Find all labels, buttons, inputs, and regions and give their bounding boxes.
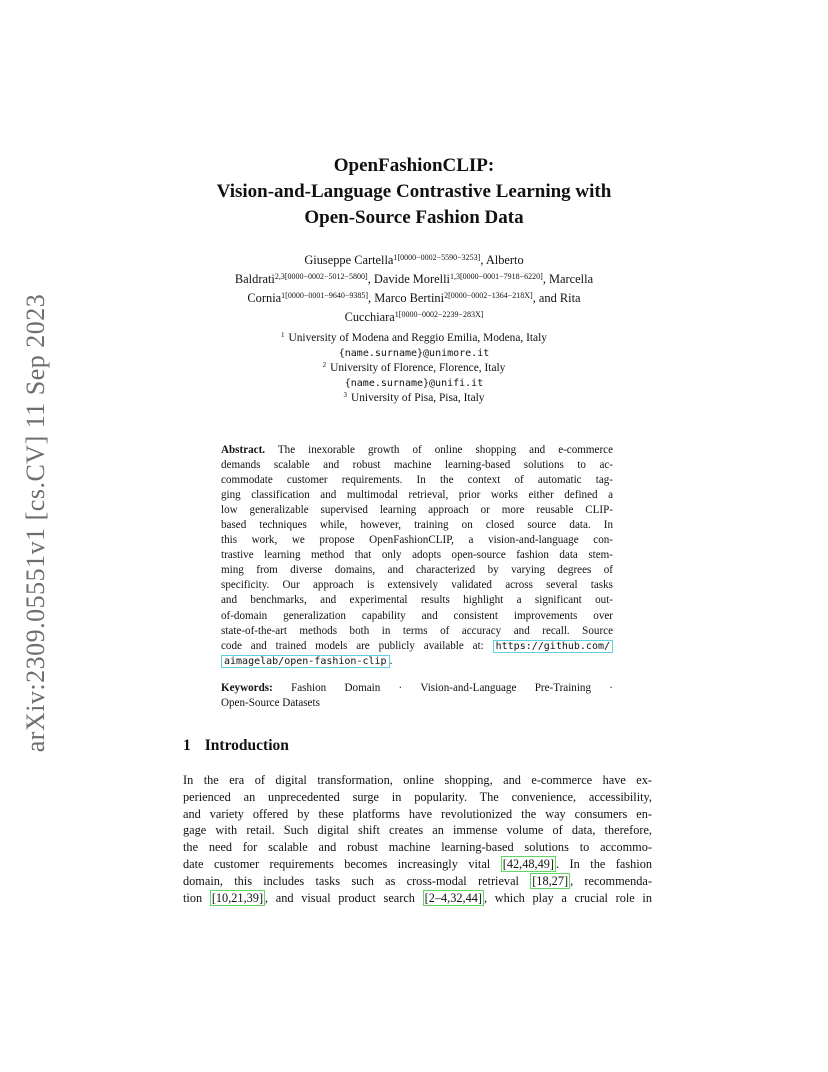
intro-line: the need for scalable and robust machine learning-based solutions to accommo- [183,840,652,855]
intro-text: , and visual product search [265,890,423,905]
affiliation-mark: 1 [281,331,285,339]
intro-line: In the era of digital transformation, online shopping, and e-commerce have ex- [183,773,652,787]
intro-text: , recommenda- [570,873,652,888]
abstract-text: code and trained models are publicly available at: [221,639,484,652]
intro-line [183,856,652,873]
keywords-text: Fashion Domain · Vision-and-Language Pre-Training · [291,682,613,694]
keywords-line: Open-Source Datasets [221,697,320,710]
abstract [221,443,613,669]
author-orcid: 1,3[0000−0001−7918−6220] [449,272,543,281]
author-orcid: 1[0000−0002−5590−3253] [393,253,481,262]
affiliation-3 [200,391,628,406]
affiliation-1 [200,331,628,346]
arxiv-identifier [18,285,54,760]
title-line-3: Open-Source Fashion Data [304,207,524,228]
affiliation-mark: 3 [343,391,347,399]
keywords-line [221,681,613,696]
abstract-line: trastive learning method that only adopts open-source fashion data stem- [221,549,613,562]
abstract-label: Abstract. [221,444,266,456]
author-orcid: 2,3[0000−0002−5012−5800] [274,272,368,281]
author-line-2 [168,270,660,289]
author-orcid: 1[0000−0002−2239−283X] [394,310,484,319]
abstract-line: commodate customer requirements. In the context of automatic tag- [221,474,613,487]
keywords-label: Keywords: [221,682,273,694]
author-line-3 [168,289,660,308]
title-line-2: Vision-and-Language Contrastive Learning with [216,181,612,202]
abstract-line: and benchmarks, and experimental results highlight a significant out- [221,594,613,607]
title-line-1: OpenFashionCLIP: [333,155,495,176]
intro-line: and variety offered by these platforms have revolutionized the way consumers en- [183,806,652,821]
intro-line [183,890,652,907]
author-name: Giuseppe Cartella [304,253,394,267]
affiliation-mark: 2 [322,361,327,369]
abstract-line: ming from diverse domains, and characterized by varying degrees of [221,564,613,577]
abstract-text: . [389,654,393,667]
abstract-line [221,443,613,458]
abstract-line: state-of-the-art methods both in terms of accuracy and recall. Source [221,624,613,637]
author-orcid: 2[0000−0002−1364−218X] [444,291,533,300]
code-link-part-1[interactable]: https://github.com/ [493,640,613,653]
section-number: 1 [183,737,191,754]
author-name: Cucchiara [344,310,395,324]
intro-text: . In the fashion [555,856,653,871]
intro-text: domain, this includes tasks such as cross-modal retrieval [183,873,531,888]
abstract-line: ging classification and multimodal retrieval, prior works either defined a [221,489,613,502]
abstract-line: of-domain generalization capability and consistent improvements over [221,609,613,622]
intro-line [183,873,652,890]
author-line-1 [168,251,660,270]
abstract-line: low generalizable supervised learning approach or more reusable CLIP- [221,504,613,517]
author-name: , Marco Bertini [368,291,445,305]
intro-line: perienced an unprecedented surge in popularity. The convenience, accessibility, [183,789,652,804]
affiliations [200,331,628,406]
abstract-line: based techniques while, however, training on closed source data. In [221,519,613,532]
abstract-line: demands scalable and robust machine learning-based solutions to ac- [221,459,613,472]
section-heading [183,737,289,755]
citation-link[interactable]: [2–4,32,44] [424,890,483,905]
abstract-line [221,654,613,669]
abstract-text: The inexorable growth of online shopping and e-commerce [277,444,614,456]
citation-link[interactable]: [10,21,39] [211,890,264,905]
intro-paragraph [183,772,652,906]
abstract-line: specificity. Our approach is extensively validated across several tasks [221,579,613,592]
abstract-line [221,639,613,654]
paper-title [140,153,688,231]
author-line-4 [168,308,660,327]
affiliation-1-email[interactable]: {name.surname}@unimore.it [338,348,490,359]
affiliation-2-email[interactable]: {name.surname}@unifi.it [344,378,484,389]
affiliation-2 [200,361,628,376]
intro-text: , which play a crucial role in [484,890,652,905]
author-name: , and Rita [532,291,581,305]
citation-link[interactable]: [18,27] [532,873,569,888]
intro-text: tion [183,890,210,905]
arxiv-identifier-text: arXiv:2309.05551v1 [cs.CV] 11 Sep 2023 [21,293,50,752]
abstract-line: this work, we propose OpenFashionCLIP, a vision-and-language con- [221,534,613,547]
affiliation-text: University of Pisa, Pisa, Italy [350,392,485,404]
author-name: Baldrati [234,272,275,286]
section-title: Introduction [204,737,289,754]
keywords [221,681,613,711]
intro-text: date customer requirements becomes increasingly vital [183,856,501,871]
affiliation-text: University of Modena and Reggio Emilia, Modena, Italy [288,332,547,344]
author-name: , Marcella [542,272,594,286]
author-name: , Davide Morelli [367,272,450,286]
author-list [168,251,660,327]
author-orcid: 1[0000−0001−9640−9385] [281,291,369,300]
citation-link[interactable]: [42,48,49] [502,856,554,871]
code-link-part-2[interactable]: aimagelab/open-fashion-clip [221,655,390,668]
author-name: Cornia [247,291,282,305]
intro-line: gage with retail. Such digital shift creates an immense volume of data, therefore, [183,823,652,838]
author-name: , Alberto [480,253,524,267]
affiliation-text: University of Florence, Florence, Italy [330,362,506,374]
